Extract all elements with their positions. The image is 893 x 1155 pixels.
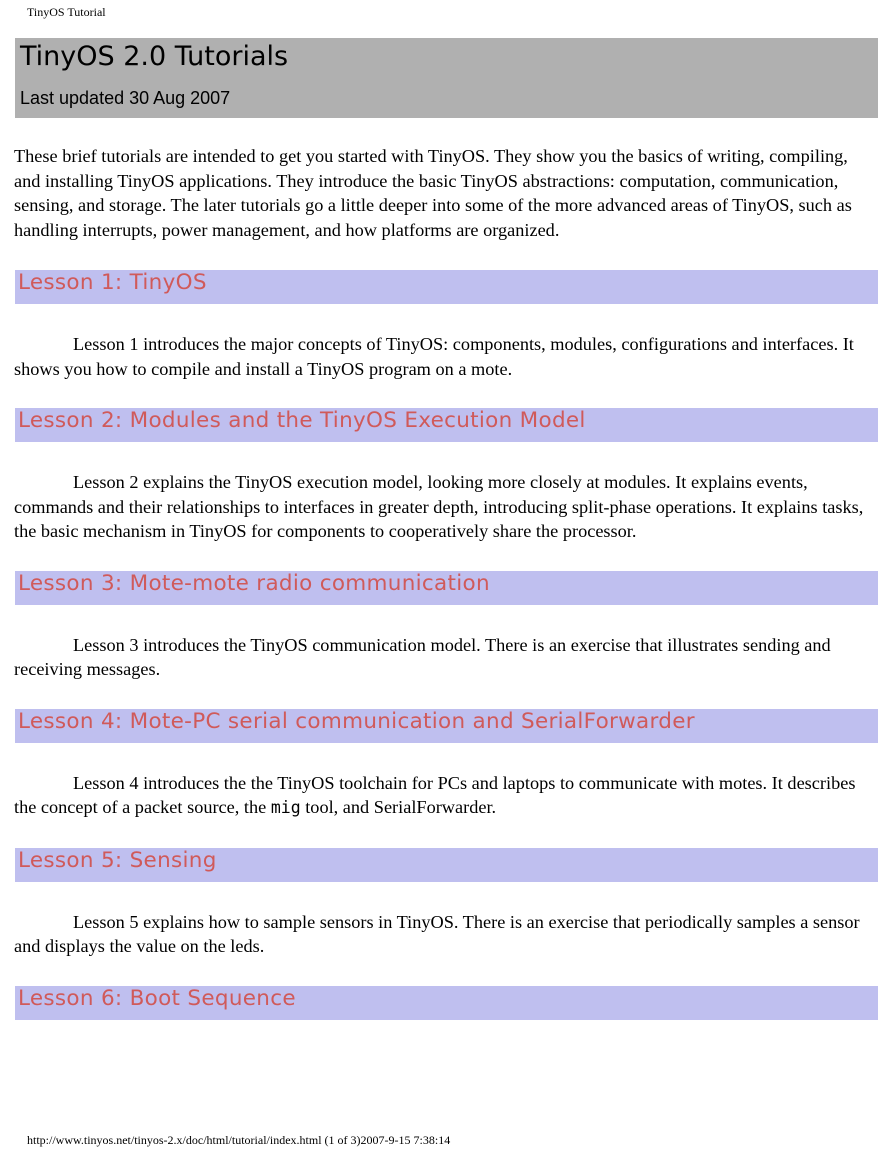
lesson-4-title: Lesson 4: Mote-PC serial communication and SerialForwarder [18,708,695,734]
lesson-1-description: Lesson 1 introduces the major concepts of TinyOS: components, modules, configurations and interfaces. It shows you how to compile and install a TinyOS program on a mote. [14,334,854,379]
lesson-1-title: Lesson 1: TinyOS [18,270,207,295]
lesson-2-title: Lesson 2: Modules and the TinyOS Execution Model [18,408,586,433]
lesson-5-heading [15,848,878,882]
page-header-title: TinyOS Tutorial [27,5,106,19]
lesson-4-desc-start: Lesson 4 introduces the the TinyOS toolchain for PCs and laptops to communicate with motes. It describes the concept of a packet source, the [14,772,856,817]
lesson-5-title: Lesson 5: Sensing [18,847,217,873]
lesson-4-heading [15,709,878,743]
lesson-1-heading [15,270,878,304]
lesson-6-heading [15,986,878,1020]
lesson-6-title: Lesson 6: Boot Sequence [18,985,296,1011]
lesson-3-description: Lesson 3 introduces the TinyOS communication model. There is an exercise that illustrates sending and receiving messages. [14,634,831,679]
lesson-2-description: Lesson 2 explains the TinyOS execution model, looking more closely at modules. It explains events, commands and their relationships to interfaces in greater depth, introducing split-phase operations. It explains tasks, the basic mechanism in TinyOS for components to cooperatively share the processor. [14,472,864,541]
page-footer-url: http://www.tinyos.net/tinyos-2.x/doc/html/tutorial/index.html (1 of 3)2007-9-15 7:38:14 [27,1133,451,1147]
intro-paragraph: These brief tutorials are intended to get you started with TinyOS. They show you the basics of writing, compiling, and installing TinyOS applications. They introduce the basic TinyOS abstractions: computation, communication, sensing, and storage. The later tutorials go a little deeper into some of the more advanced areas of TinyOS, such as handling interrupts, power management, and how platforms are organized. [14,146,852,240]
lesson-4-description [14,771,878,821]
mig-tool-name: mig [270,798,301,817]
lesson-4-desc-end: tool, and SerialForwarder. [300,797,497,817]
lesson-2-heading [15,408,878,442]
page-title: TinyOS 2.0 Tutorials [20,41,289,72]
lesson-5-description: Lesson 5 explains how to sample sensors in TinyOS. There is an exercise that periodically samples a sensor and displays the value on the leds. [14,911,860,956]
main-content [14,144,878,1020]
title-banner [15,38,878,118]
lesson-3-heading [15,571,878,605]
lesson-3-title: Lesson 3: Mote-mote radio communication [18,570,490,596]
last-updated: Last updated 30 Aug 2007 [20,88,231,108]
